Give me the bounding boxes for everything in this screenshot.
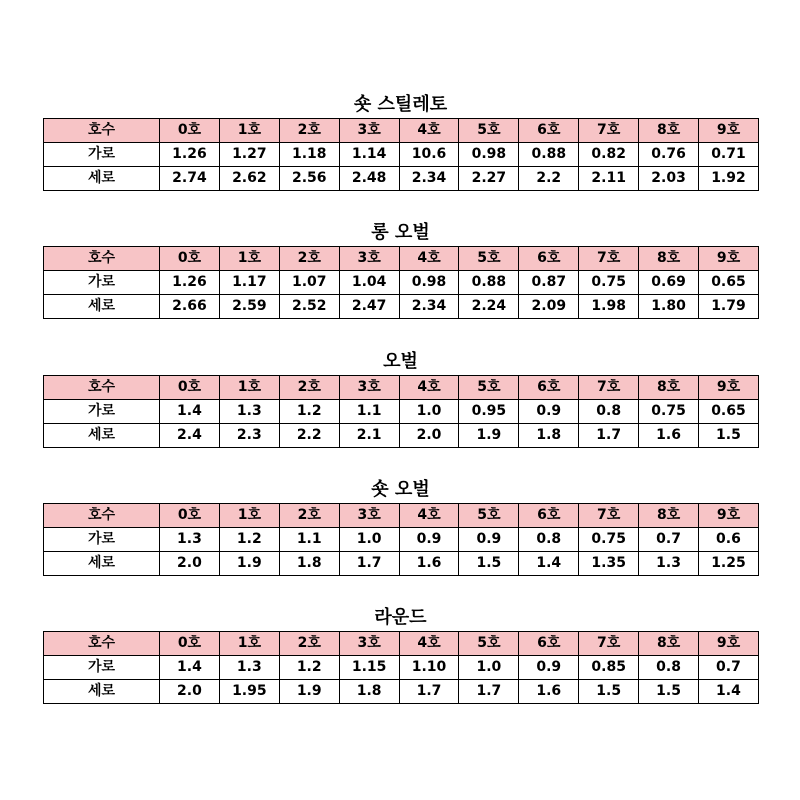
table-cell: 1.35 xyxy=(579,552,639,576)
header-cell: 8호 xyxy=(639,376,699,400)
table-cell: 0.65 xyxy=(699,271,759,295)
table-cell: 1.04 xyxy=(339,271,399,295)
table-cell: 1.7 xyxy=(579,424,639,448)
header-cell: 4호 xyxy=(399,376,459,400)
table-cell: 0.87 xyxy=(519,271,579,295)
width-row xyxy=(44,528,759,552)
table-title: 롱 오벌 xyxy=(371,222,430,243)
width-row xyxy=(44,271,759,295)
table-cell: 1.15 xyxy=(339,656,399,680)
table-cell: 2.0 xyxy=(160,552,220,576)
size-table xyxy=(43,631,759,704)
row-label: 세로 xyxy=(44,552,160,576)
table-cell: 1.8 xyxy=(519,424,579,448)
table-cell: 1.5 xyxy=(699,424,759,448)
header-cell: 2호 xyxy=(279,504,339,528)
table-cell: 0.9 xyxy=(519,656,579,680)
table-cell: 2.03 xyxy=(639,167,699,191)
header-cell: 9호 xyxy=(699,632,759,656)
table-cell: 2.2 xyxy=(279,424,339,448)
row-label: 세로 xyxy=(44,295,160,319)
header-cell: 3호 xyxy=(339,504,399,528)
table-cell: 2.66 xyxy=(160,295,220,319)
header-cell: 9호 xyxy=(699,247,759,271)
header-row xyxy=(44,119,759,143)
header-row xyxy=(44,632,759,656)
size-table xyxy=(43,503,759,576)
table-cell: 1.2 xyxy=(279,400,339,424)
table-cell: 1.5 xyxy=(459,552,519,576)
size-table-section-4 xyxy=(43,477,758,587)
header-cell: 1호 xyxy=(219,119,279,143)
header-cell: 0호 xyxy=(160,504,220,528)
table-cell: 2.2 xyxy=(519,167,579,191)
table-cell: 0.76 xyxy=(639,143,699,167)
header-cell: 7호 xyxy=(579,504,639,528)
header-cell: 3호 xyxy=(339,632,399,656)
table-cell: 2.34 xyxy=(399,167,459,191)
table-title: 오벌 xyxy=(383,351,418,372)
row-label: 세로 xyxy=(44,167,160,191)
header-cell: 1호 xyxy=(219,376,279,400)
table-cell: 0.9 xyxy=(519,400,579,424)
table-cell: 2.0 xyxy=(160,680,220,704)
row-label: 가로 xyxy=(44,271,160,295)
table-cell: 1.6 xyxy=(639,424,699,448)
header-cell: 6호 xyxy=(519,504,579,528)
table-cell: 0.82 xyxy=(579,143,639,167)
table-cell: 1.0 xyxy=(339,528,399,552)
table-cell: 1.7 xyxy=(399,680,459,704)
table-cell: 0.9 xyxy=(399,528,459,552)
table-cell: 2.62 xyxy=(219,167,279,191)
header-cell: 호수 xyxy=(44,119,160,143)
table-cell: 2.56 xyxy=(279,167,339,191)
table-cell: 1.9 xyxy=(219,552,279,576)
row-label: 가로 xyxy=(44,400,160,424)
table-cell: 1.7 xyxy=(459,680,519,704)
table-cell: 1.6 xyxy=(519,680,579,704)
header-cell: 호수 xyxy=(44,376,160,400)
header-cell: 2호 xyxy=(279,119,339,143)
row-label: 가로 xyxy=(44,143,160,167)
header-cell: 7호 xyxy=(579,632,639,656)
row-label: 가로 xyxy=(44,528,160,552)
header-cell: 4호 xyxy=(399,119,459,143)
table-cell: 0.8 xyxy=(639,656,699,680)
table-cell: 2.74 xyxy=(160,167,220,191)
header-cell: 8호 xyxy=(639,247,699,271)
table-cell: 1.1 xyxy=(339,400,399,424)
table-cell: 2.4 xyxy=(160,424,220,448)
table-cell: 0.75 xyxy=(579,271,639,295)
table-cell: 1.18 xyxy=(279,143,339,167)
header-cell: 4호 xyxy=(399,632,459,656)
table-cell: 1.4 xyxy=(160,656,220,680)
header-cell: 5호 xyxy=(459,504,519,528)
table-cell: 2.11 xyxy=(579,167,639,191)
width-row xyxy=(44,143,759,167)
header-cell: 0호 xyxy=(160,632,220,656)
header-cell: 5호 xyxy=(459,376,519,400)
table-cell: 1.8 xyxy=(339,680,399,704)
header-cell: 2호 xyxy=(279,247,339,271)
header-cell: 6호 xyxy=(519,632,579,656)
table-cell: 1.0 xyxy=(399,400,459,424)
table-cell: 2.52 xyxy=(279,295,339,319)
table-cell: 1.26 xyxy=(160,271,220,295)
table-cell: 0.65 xyxy=(699,400,759,424)
header-cell: 6호 xyxy=(519,247,579,271)
header-cell: 0호 xyxy=(160,376,220,400)
table-cell: 0.75 xyxy=(579,528,639,552)
table-cell: 1.9 xyxy=(459,424,519,448)
table-cell: 0.88 xyxy=(519,143,579,167)
header-cell: 5호 xyxy=(459,119,519,143)
table-cell: 1.25 xyxy=(699,552,759,576)
table-cell: 2.1 xyxy=(339,424,399,448)
table-cell: 1.07 xyxy=(279,271,339,295)
header-cell: 호수 xyxy=(44,632,160,656)
table-cell: 1.79 xyxy=(699,295,759,319)
size-table xyxy=(43,246,759,319)
header-cell: 5호 xyxy=(459,247,519,271)
table-cell: 1.17 xyxy=(219,271,279,295)
header-cell: 2호 xyxy=(279,632,339,656)
length-row xyxy=(44,680,759,704)
header-cell: 9호 xyxy=(699,119,759,143)
length-row xyxy=(44,424,759,448)
table-cell: 1.27 xyxy=(219,143,279,167)
size-table-section-3 xyxy=(43,349,758,459)
table-title: 숏 오벌 xyxy=(371,479,430,500)
table-cell: 1.4 xyxy=(160,400,220,424)
header-row xyxy=(44,504,759,528)
table-cell: 1.1 xyxy=(279,528,339,552)
table-cell: 1.5 xyxy=(579,680,639,704)
table-cell: 1.3 xyxy=(219,400,279,424)
table-cell: 1.4 xyxy=(519,552,579,576)
width-row xyxy=(44,656,759,680)
table-title: 숏 스틸레토 xyxy=(353,94,448,115)
length-row xyxy=(44,167,759,191)
table-cell: 0.88 xyxy=(459,271,519,295)
size-table-section-5 xyxy=(43,605,758,715)
table-cell: 1.2 xyxy=(279,656,339,680)
table-cell: 2.47 xyxy=(339,295,399,319)
header-cell: 1호 xyxy=(219,632,279,656)
header-row xyxy=(44,376,759,400)
header-cell: 4호 xyxy=(399,247,459,271)
table-cell: 0.98 xyxy=(399,271,459,295)
table-cell: 1.2 xyxy=(219,528,279,552)
header-cell: 7호 xyxy=(579,247,639,271)
table-cell: 0.9 xyxy=(459,528,519,552)
table-cell: 1.3 xyxy=(219,656,279,680)
header-cell: 5호 xyxy=(459,632,519,656)
table-cell: 1.10 xyxy=(399,656,459,680)
table-cell: 2.27 xyxy=(459,167,519,191)
table-cell: 0.69 xyxy=(639,271,699,295)
size-table xyxy=(43,118,759,191)
header-cell: 호수 xyxy=(44,247,160,271)
header-cell: 3호 xyxy=(339,376,399,400)
table-cell: 0.98 xyxy=(459,143,519,167)
table-cell: 1.3 xyxy=(160,528,220,552)
header-cell: 7호 xyxy=(579,119,639,143)
table-cell: 2.34 xyxy=(399,295,459,319)
table-cell: 10.6 xyxy=(399,143,459,167)
header-cell: 3호 xyxy=(339,119,399,143)
header-cell: 8호 xyxy=(639,504,699,528)
table-cell: 1.5 xyxy=(639,680,699,704)
header-cell: 8호 xyxy=(639,632,699,656)
table-cell: 1.9 xyxy=(279,680,339,704)
table-cell: 1.0 xyxy=(459,656,519,680)
header-cell: 0호 xyxy=(160,247,220,271)
header-cell: 9호 xyxy=(699,504,759,528)
header-cell: 호수 xyxy=(44,504,160,528)
table-cell: 2.59 xyxy=(219,295,279,319)
header-cell: 8호 xyxy=(639,119,699,143)
table-title: 라운드 xyxy=(374,607,427,628)
table-cell: 0.7 xyxy=(699,656,759,680)
table-cell: 1.8 xyxy=(279,552,339,576)
table-cell: 1.26 xyxy=(160,143,220,167)
length-row xyxy=(44,295,759,319)
table-cell: 1.92 xyxy=(699,167,759,191)
table-cell: 0.75 xyxy=(639,400,699,424)
table-cell: 0.8 xyxy=(519,528,579,552)
header-cell: 6호 xyxy=(519,119,579,143)
header-cell: 4호 xyxy=(399,504,459,528)
width-row xyxy=(44,400,759,424)
size-table-section-2 xyxy=(43,220,758,330)
size-table xyxy=(43,375,759,448)
header-cell: 6호 xyxy=(519,376,579,400)
table-cell: 1.14 xyxy=(339,143,399,167)
table-cell: 0.95 xyxy=(459,400,519,424)
table-cell: 1.98 xyxy=(579,295,639,319)
header-cell: 3호 xyxy=(339,247,399,271)
header-cell: 7호 xyxy=(579,376,639,400)
table-cell: 2.09 xyxy=(519,295,579,319)
table-cell: 0.7 xyxy=(639,528,699,552)
table-cell: 0.71 xyxy=(699,143,759,167)
header-cell: 2호 xyxy=(279,376,339,400)
table-cell: 1.7 xyxy=(339,552,399,576)
table-cell: 2.3 xyxy=(219,424,279,448)
length-row xyxy=(44,552,759,576)
row-label: 가로 xyxy=(44,656,160,680)
table-cell: 1.6 xyxy=(399,552,459,576)
size-table-section-1 xyxy=(43,92,758,202)
row-label: 세로 xyxy=(44,680,160,704)
table-cell: 0.85 xyxy=(579,656,639,680)
header-row xyxy=(44,247,759,271)
header-cell: 0호 xyxy=(160,119,220,143)
table-cell: 1.80 xyxy=(639,295,699,319)
table-cell: 1.95 xyxy=(219,680,279,704)
table-cell: 0.8 xyxy=(579,400,639,424)
table-cell: 2.24 xyxy=(459,295,519,319)
header-cell: 1호 xyxy=(219,247,279,271)
table-cell: 2.0 xyxy=(399,424,459,448)
table-cell: 0.6 xyxy=(699,528,759,552)
table-cell: 1.4 xyxy=(699,680,759,704)
header-cell: 1호 xyxy=(219,504,279,528)
row-label: 세로 xyxy=(44,424,160,448)
table-cell: 1.3 xyxy=(639,552,699,576)
table-cell: 2.48 xyxy=(339,167,399,191)
header-cell: 9호 xyxy=(699,376,759,400)
